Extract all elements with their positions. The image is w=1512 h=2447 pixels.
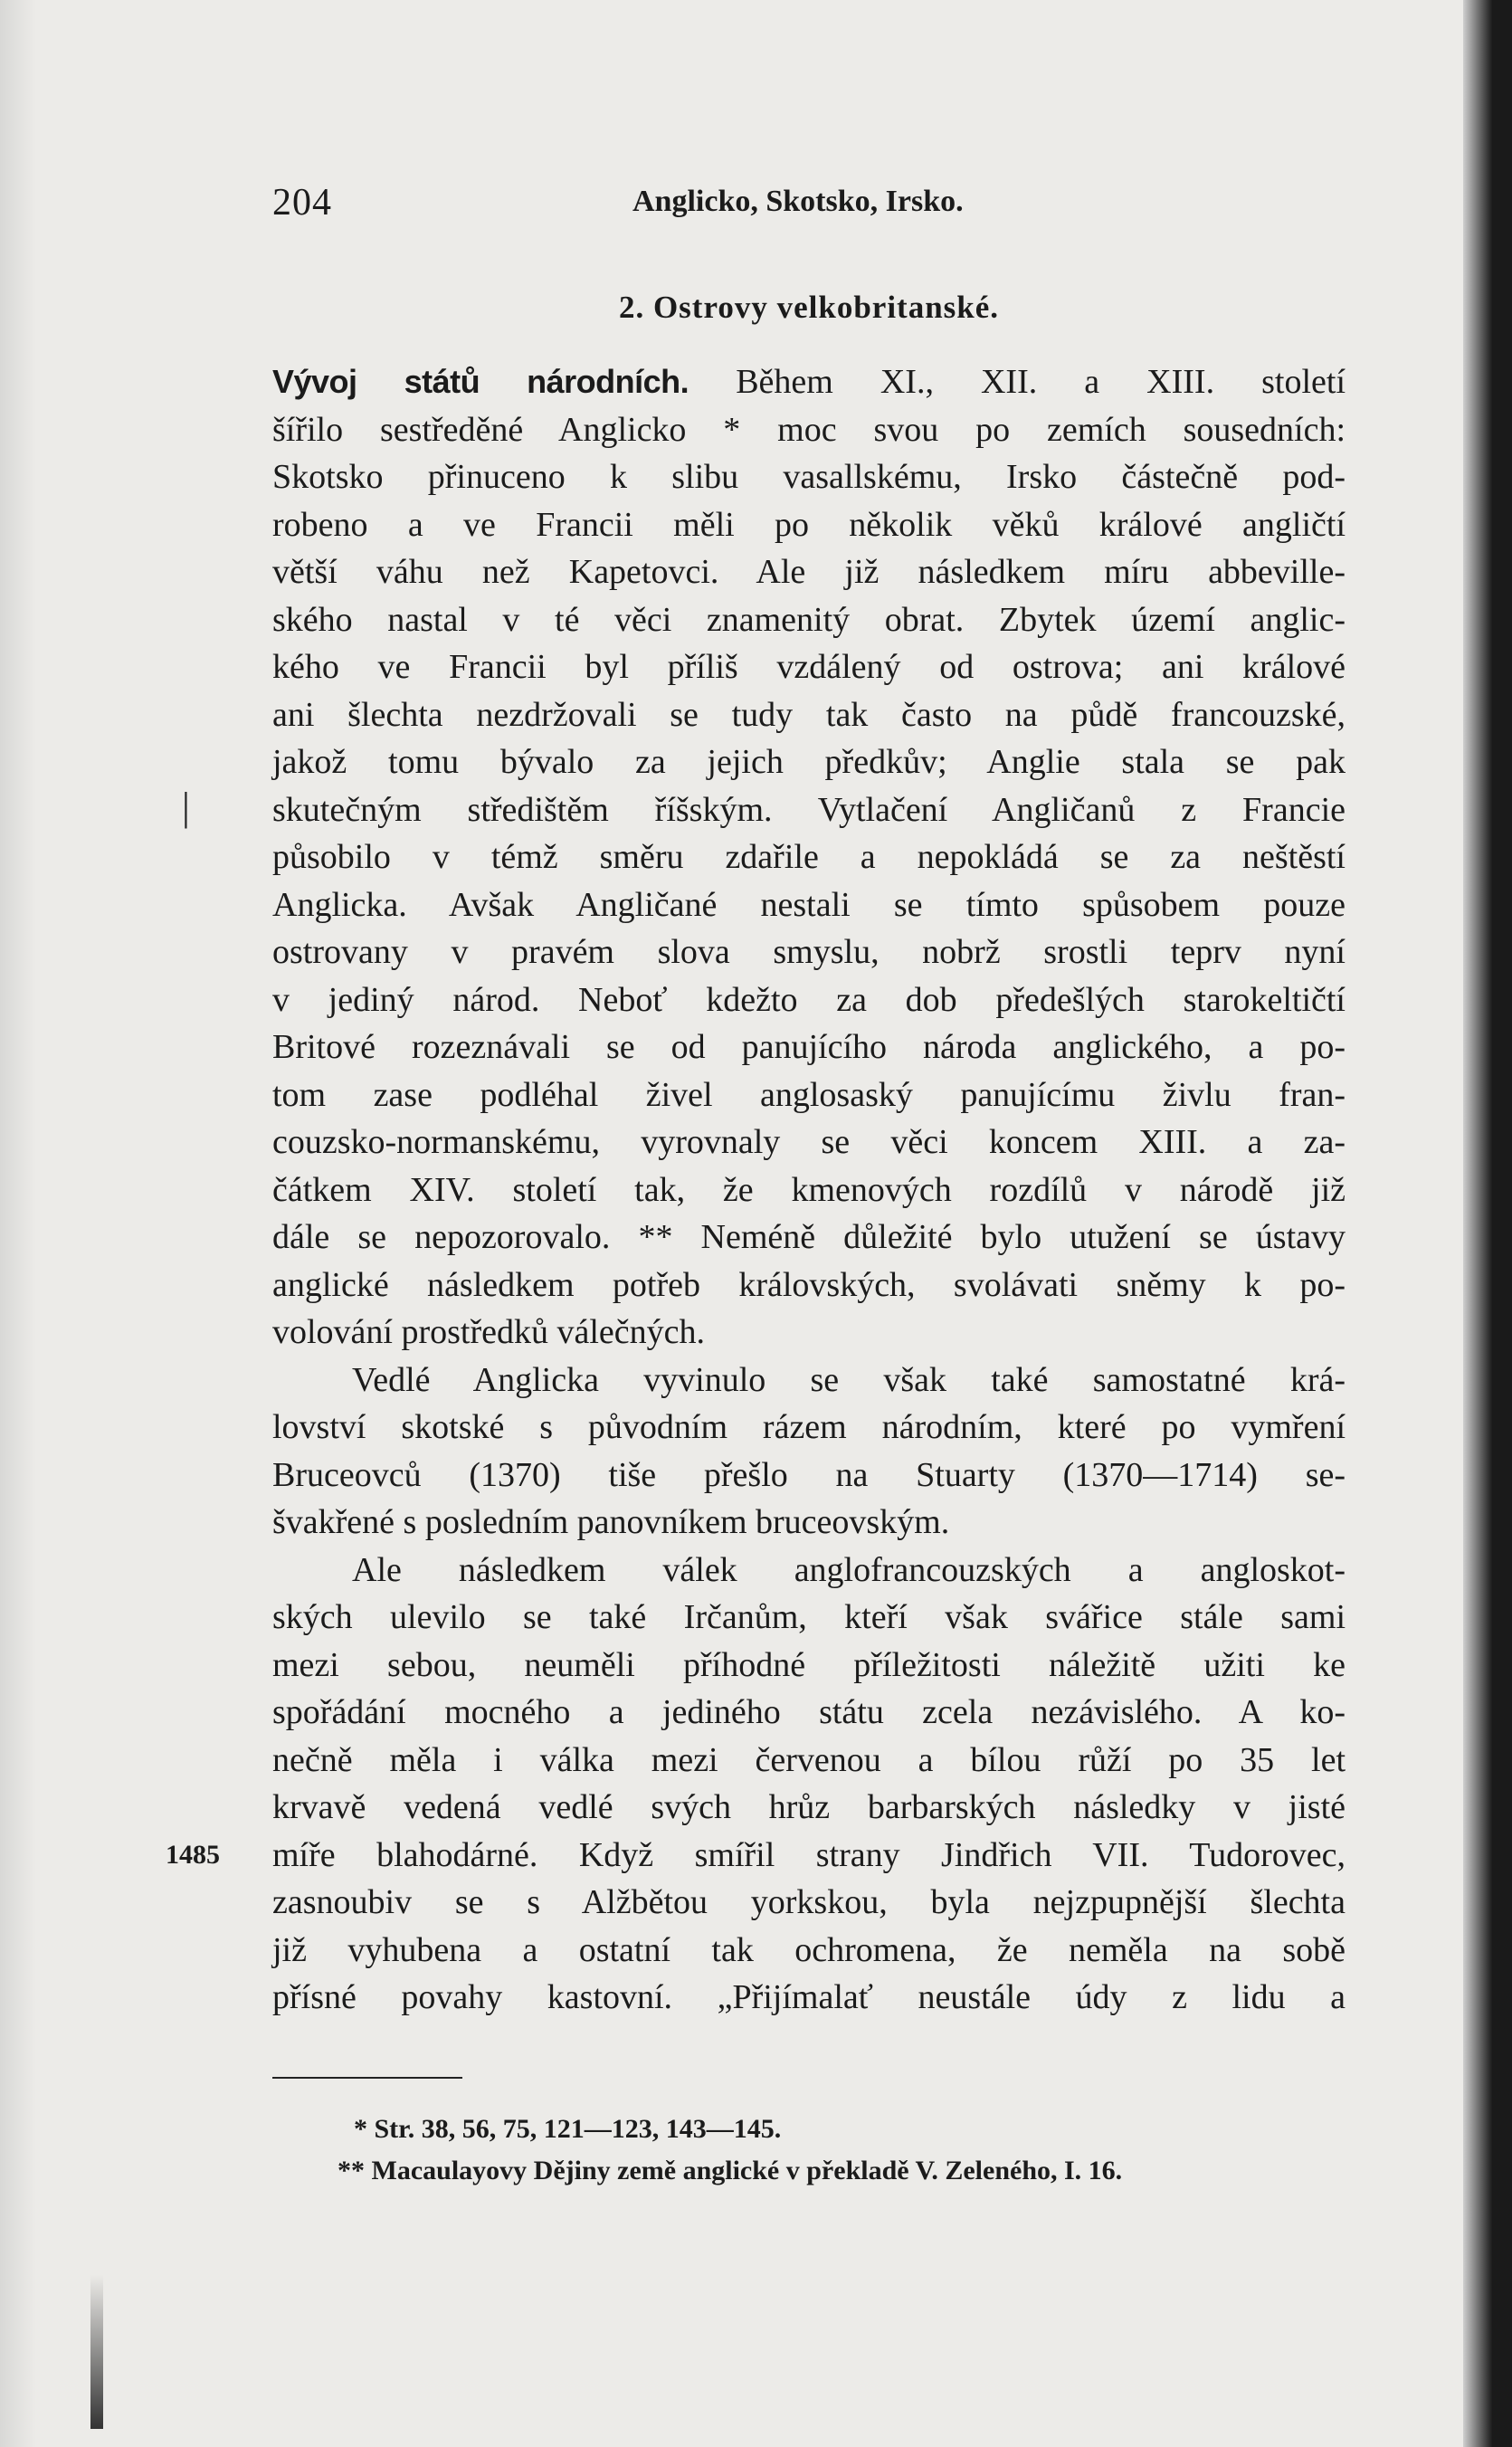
text-line: v jediný národ. Neboť kdežto za dob předešlých starokeltičtí [272, 980, 1346, 1019]
text-line: Britové rozeznávali se od panujícího národa anglického, a po- [272, 1028, 1346, 1066]
book-page [166, 0, 1346, 2447]
scan-edge-left [0, 0, 36, 2447]
text-line: skutečným středištěm říšským. Vytlačení Angličanů z Francie [272, 790, 1346, 829]
text-line: robeno a ve Francii měli po několik věků králové angličtí [272, 505, 1346, 544]
body-text [166, 358, 1346, 2022]
footnote-2: ** Macaulayovy Dějiny země anglické v překladě V. Zeleného, I. 16. [338, 2156, 1123, 2185]
text-line: anglické následkem potřeb královských, svolávati sněmy k po- [272, 1265, 1346, 1304]
text-line: Ale následkem válek anglofrancouzských a angloskot- [352, 1550, 1346, 1589]
text-line: mezi sebou, neuměli příhodné příležitosti náležitě užiti ke [272, 1645, 1346, 1684]
text-line: švakřené s posledním panovníkem bruceovským. [272, 1503, 950, 1541]
text-line: zasnoubiv se s Alžbětou yorkskou, byla nejzpupnější šlechta [272, 1883, 1346, 1921]
text-line: 1485 míře blahodárné. Když smířil strany Jindřich VII. Tudorovec, [272, 1832, 1346, 1880]
running-head: Anglicko, Skotsko, Irsko. [632, 185, 964, 218]
text-line: ostrovany v pravém slova smyslu, nobrž srostli teprv nyní [272, 933, 1346, 971]
text-line: couzsko-normanskému, vyrovnaly se věci koncem XIII. a za- [272, 1123, 1346, 1161]
text-line: Vývoj států národních. Během XI., XII. a XIII. století [272, 363, 1346, 401]
page-number: 204 [272, 182, 332, 224]
text-line: tom zase podléhal živel anglosaský panujícímu živlu fran- [272, 1075, 1346, 1114]
margin-year: 1485 [166, 1839, 220, 1870]
text-line: působilo v témž směru zdařile a nepokládá se za neštěstí [272, 838, 1346, 876]
text-line: Bruceovců (1370) tiše přešlo na Stuarty (1370—1714) se- [272, 1455, 1346, 1494]
text-line: lovství skotské s původním rázem národním, které po vymření [272, 1408, 1346, 1446]
text-line: ských ulevilo se také Irčanům, kteří však svářice stále sami [272, 1598, 1346, 1636]
scan-edge-right [1463, 0, 1512, 2447]
text-line: šířilo sestředěné Anglicko * moc svou po zemích sousedních: [272, 410, 1346, 449]
footnotes [272, 2109, 1346, 2192]
text-line: ani šlechta nezdržovali se tudy tak často na půdě francouzské, [272, 695, 1346, 734]
text-line: volování prostředků válečných. [272, 1313, 706, 1351]
text-line: Vedlé Anglicka vyvinulo se však také samostatné krá- [352, 1360, 1346, 1399]
text-line: krvavě vedená vedlé svých hrůz barbarských následky v jisté [272, 1788, 1346, 1826]
text-line: Anglicka. Avšak Angličané nestali se tímto spůsobem pouze [272, 885, 1346, 924]
text-line: kého ve Francii byl příliš vzdálený od ostrova; ani králové [272, 648, 1346, 686]
margin-pencil-mark: | [182, 785, 190, 829]
text-line: dále se nepozorovalo. ** Neméně důležité bylo utužení se ústavy [272, 1218, 1346, 1256]
scan-artifact [90, 2275, 103, 2429]
page-header [272, 181, 1346, 235]
text-line: spořádání mocného a jediného státu zcela nezávislého. A ko- [272, 1693, 1346, 1731]
text-line: větší váhu než Kapetovci. Ale již následkem míru abbeville- [272, 553, 1346, 591]
text-line: jakož tomu bývalo za jejich předkův; Anglie stala se pak [272, 743, 1346, 781]
footnote-divider [272, 2077, 462, 2079]
paragraph-lead: Vývoj států národních. [272, 363, 689, 400]
text-line: ského nastal v té věci znamenitý obrat. Zbytek území anglic- [272, 600, 1346, 639]
text-line: čátkem XIV. století tak, že kmenových rozdílů v národě již [272, 1170, 1346, 1209]
text-line: Skotsko přinuceno k slibu vasallskému, Irsko částečně pod- [272, 458, 1346, 496]
text-line: přísné povahy kastovní. „Přijímalať neustále údy z lidu a [272, 1978, 1346, 2016]
footnote-1: * Str. 38, 56, 75, 121—123, 143—145. [354, 2114, 782, 2144]
section-title: 2. Ostrovy velkobritanské. [618, 290, 1000, 325]
text-line: nečně měla i válka mezi červenou a bílou růží po 35 let [272, 1740, 1346, 1779]
text-line: již vyhubena a ostatní tak ochromena, že neměla na sobě [272, 1930, 1346, 1969]
